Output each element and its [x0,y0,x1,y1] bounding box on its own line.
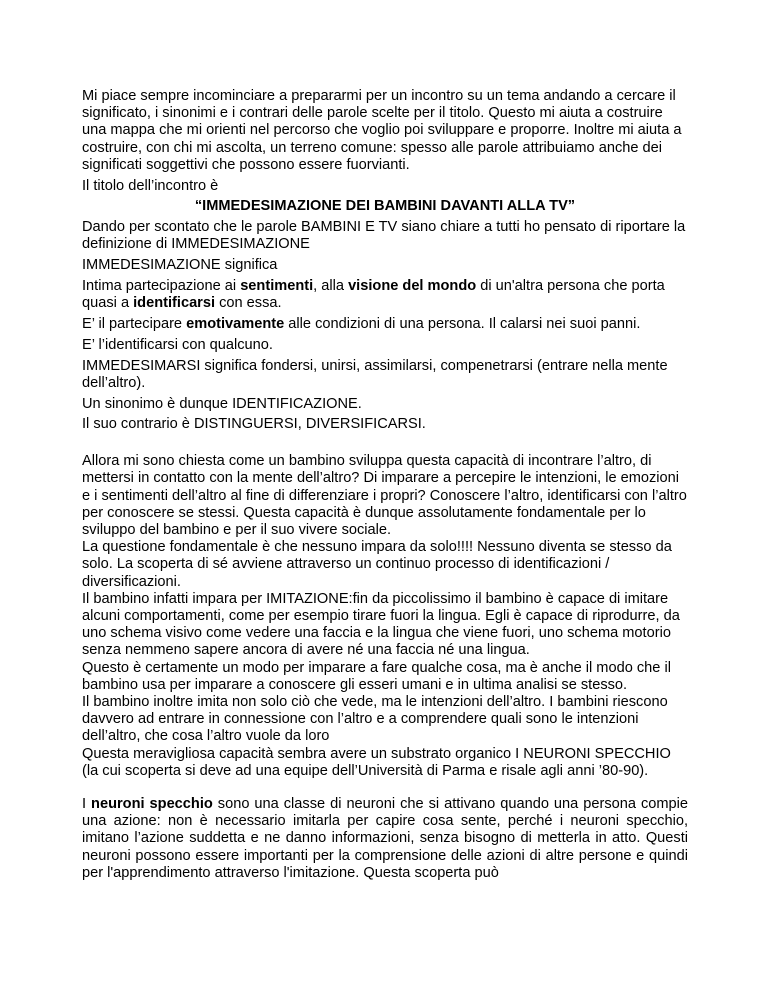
antonym-line: Il suo contrario è DISTINGUERSI, DIVERSIFICARSI. [82,416,426,433]
intro-paragraph: Mi piace sempre incominciare a prepararmi per un incontro su un tema andando a cercare il significato, i sinonimi e i contrari delle parole scelte per il titolo. Questo mi aiuta a costruire una mappa che mi orienti nel percorso che voglio poi sviluppare e proporre. Inoltre mi aiuta a costruire, con chi mi ascolta, un terreno comune: spesso alle parole attribuiamo anche dei significati soggettivi che possono essere fuorvianti. [82,88,682,173]
development-section [82,453,688,780]
document-title: “IMMEDESIMAZIONE DEI BAMBINI DAVANTI ALLA TV” [194,198,576,215]
definition-2: E’ il partecipare emotivamente alle condizioni di una persona. Il calarsi nei suoi panni. [82,316,641,332]
section-gap [82,780,688,796]
mirror-neurons-paragraph: I neuroni specchio sono una classe di neuroni che si attivano quando una persona compie una azione: non è necessario imitarla per capire cosa sente, perché i neuroni specchio, imitano l’azione suddetta e ne danno informazioni, senza bisogno di metterla in atto. Questi neuroni possono essere importanti per la comprensione delle azioni di altre persone e quindi per l'apprendimento attraverso l'imitazione. Questa scoperta può [82,796,689,881]
definition-4: IMMEDESIMARSI significa fondersi, unirsi, assimilarsi, compenetrarsi (entrare nella mente dell’altro). [82,357,668,391]
document-body [82,88,688,886]
development-paragraph-1: Allora mi sono chiesta come un bambino sviluppa questa capacità di incontrare l’altro, di mettersi in contatto con la mente dell’altro? Di imparare a percepire le intenzioni, le emozioni e i sentimenti dell’altro al fine di differenziare i propri? Conoscere l’altro, identificarsi con l’altro per conoscere se stessi. Questa capacità è dunque assolutamente fondamentale per lo sviluppo del bambino e per il suo vivere sociale. [82,453,687,538]
title-lead-in: Il titolo dell’incontro è [82,177,219,194]
development-paragraph-3: Il bambino infatti impara per IMITAZIONE:fin da piccolissimo il bambino è capace di imitare alcuni comportamenti, come per esempio tirare fuori la lingua. Egli è capace di riprodurre, da uno schema visivo come vedere una faccia e la lingua che viene fuori, uno schema motorio senza nemmeno sapere ancora di avere né una faccia né una lingua. [82,590,680,659]
development-paragraph-5: Il bambino inoltre imita non solo ciò che vede, ma le intenzioni dell’altro. I bambini riescono davvero ad entrare in connessione con l’altro e a comprendere quali sono le intenzioni dell’altro, che cosa l’altro vuole da loro [82,694,668,745]
section-gap [82,437,688,453]
definition-3: E’ l’identificarsi con qualcuno. [82,336,273,353]
development-paragraph-4: Questo è certamente un modo per imparare a fare qualche cosa, ma è anche il modo che il bambino usa per imparare a conoscere gli esseri umani e in ultima analisi se stesso. [82,659,671,693]
development-paragraph-2: La questione fondamentale è che nessuno impara da solo!!!! Nessuno diventa se stesso da solo. La scoperta di sé avviene attraverso un continuo processo di identificazioni / diversificazioni. [82,539,672,590]
definition-1: Intima partecipazione ai sentimenti, alla visione del mondo di un'altra persona che porta quasi a identificarsi con essa. [82,278,665,312]
definition-intro: Dando per scontato che le parole BAMBINI E TV siano chiare a tutti ho pensato di riportare la definizione di IMMEDESIMAZIONE [82,219,686,253]
meaning-heading: IMMEDESIMAZIONE significa [82,257,278,274]
synonym-line: Un sinonimo è dunque IDENTIFICAZIONE. [82,395,362,412]
development-paragraph-6: Questa meravigliosa capacità sembra avere un substrato organico I NEURONI SPECCHIO (la cui scoperta si deve ad una equipe dell’Università di Parma e risale agli anni ’80-90). [82,745,671,779]
